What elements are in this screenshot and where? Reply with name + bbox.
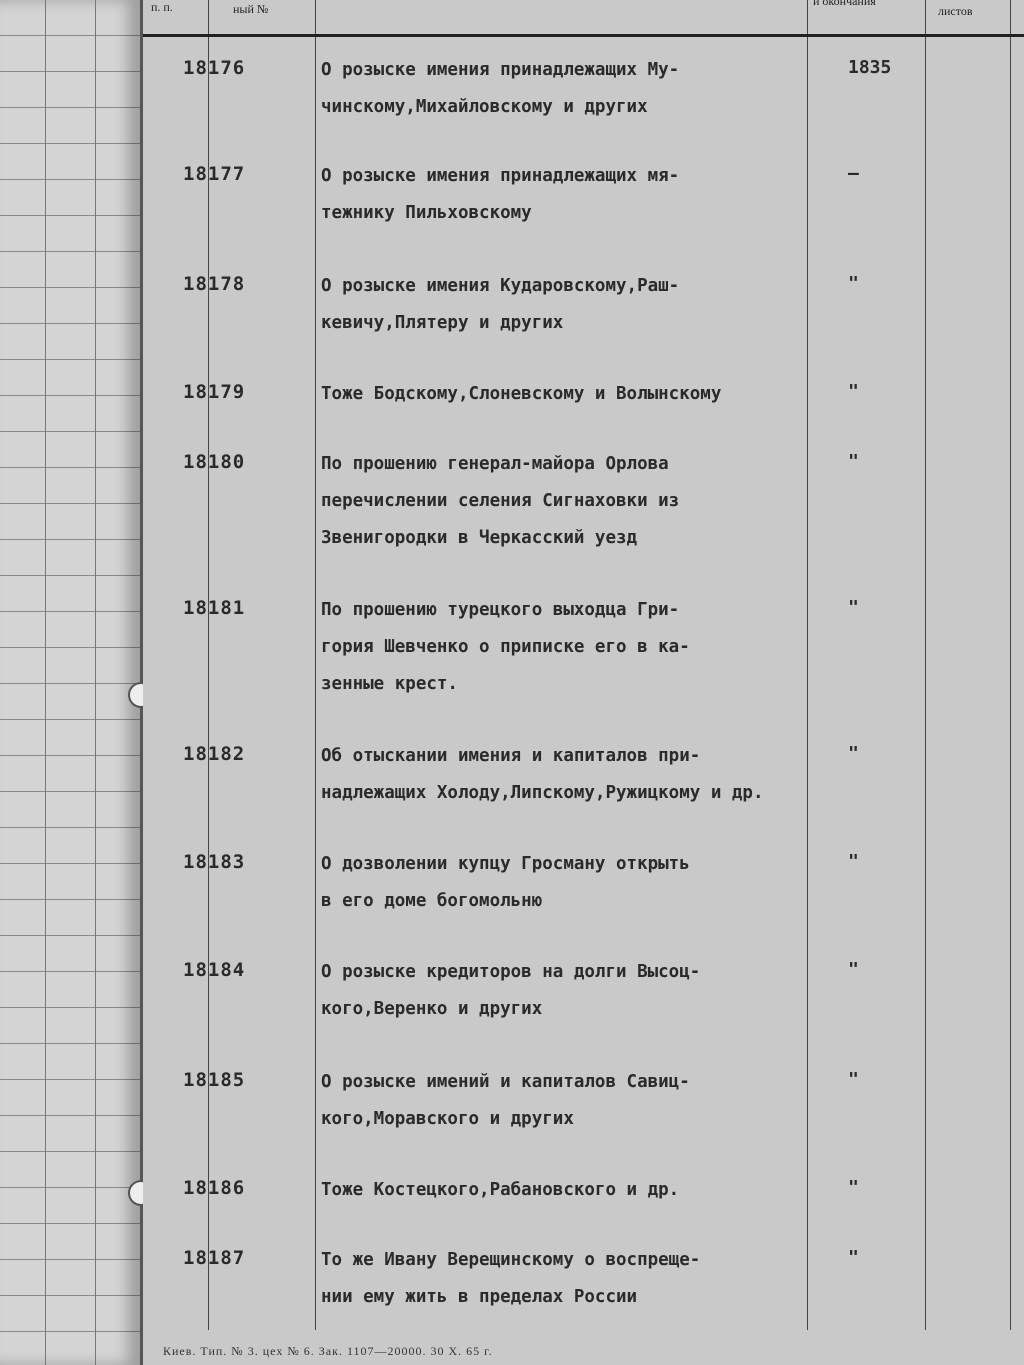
column-divider [925,0,926,1330]
facing-page-edge [0,0,143,1365]
entry-title: Тоже Костецкого,Рабановского и др. [321,1180,680,1200]
ruling-line [45,0,46,1365]
entry-date: " [848,273,859,294]
entry-title: Тоже Бодскому,Слоневскому и Волынскому [321,384,722,404]
entry-number: 18179 [183,381,246,403]
column-divider [1010,0,1011,1330]
entry-number: 18186 [183,1177,246,1199]
entry-date: 1835 [848,57,892,78]
entry-title: По прошению турецкого выходца Гри- гория Шевченко о приписке его в ка- зенные крест. [321,600,690,694]
entry-number: 18183 [183,851,246,873]
entry-number: 18176 [183,57,246,79]
entry-date: – [848,163,859,184]
entry-date: " [848,959,859,980]
entry-number: 18177 [183,163,246,185]
column-divider [315,0,316,1330]
entry-title: По прошению генерал-майора Орлова перечислении селения Сигнаховки из Звенигородки в Черкасский уезд [321,454,680,548]
entry-title: О розыске кредиторов на долги Высоц- кого,Веренко и других [321,962,701,1019]
printer-imprint: Киев. Тип. № 3. цех № 6. Зак. 1107—20000. 30 X. 65 г. [163,1344,493,1358]
entry-number: 18184 [183,959,246,981]
entry-date: " [848,1177,859,1198]
ruling-line [95,0,96,1365]
entry-title: О розыске имений и капиталов Савиц- кого,Моравского и других [321,1072,690,1129]
column-divider [208,0,209,1330]
entry-date: " [848,451,859,472]
header-rule [143,34,1024,37]
entry-title: О розыске имения принадлежащих мя- тежнику Пильховскому [321,166,680,223]
entry-number: 18187 [183,1247,246,1269]
entry-number: 18180 [183,451,246,473]
entry-number: 18185 [183,1069,246,1091]
entry-date: " [848,743,859,764]
entry-date: " [848,381,859,402]
header-pp: п. п. [151,0,173,14]
entry-date: " [848,1069,859,1090]
entry-date: " [848,1247,859,1268]
entry-date: " [848,851,859,872]
entry-title: То же Ивану Верещинскому о воспреще- нии ему жить в пределах России [321,1250,701,1307]
entry-date: " [848,597,859,618]
entry-title: О дозволении купцу Гросману открыть в его доме богомольню [321,854,690,911]
entry-number: 18181 [183,597,246,619]
entry-title: Об отыскании имения и капиталов при- надлежащих Холоду,Липскому,Ружицкому и др. [321,746,764,803]
entry-number: 18182 [183,743,246,765]
header-number: ный № [233,2,269,16]
entry-title: О розыске имения принадлежащих Му- чинскому,Михайловскому и других [321,60,680,117]
entry-number: 18178 [183,273,246,295]
entry-title: О розыске имения Кударовскому,Раш- кевичу,Плятеру и других [321,276,680,333]
header-sheets: листов [938,4,973,18]
inventory-page [143,0,1024,1365]
header-dates: и окончания [813,0,876,8]
